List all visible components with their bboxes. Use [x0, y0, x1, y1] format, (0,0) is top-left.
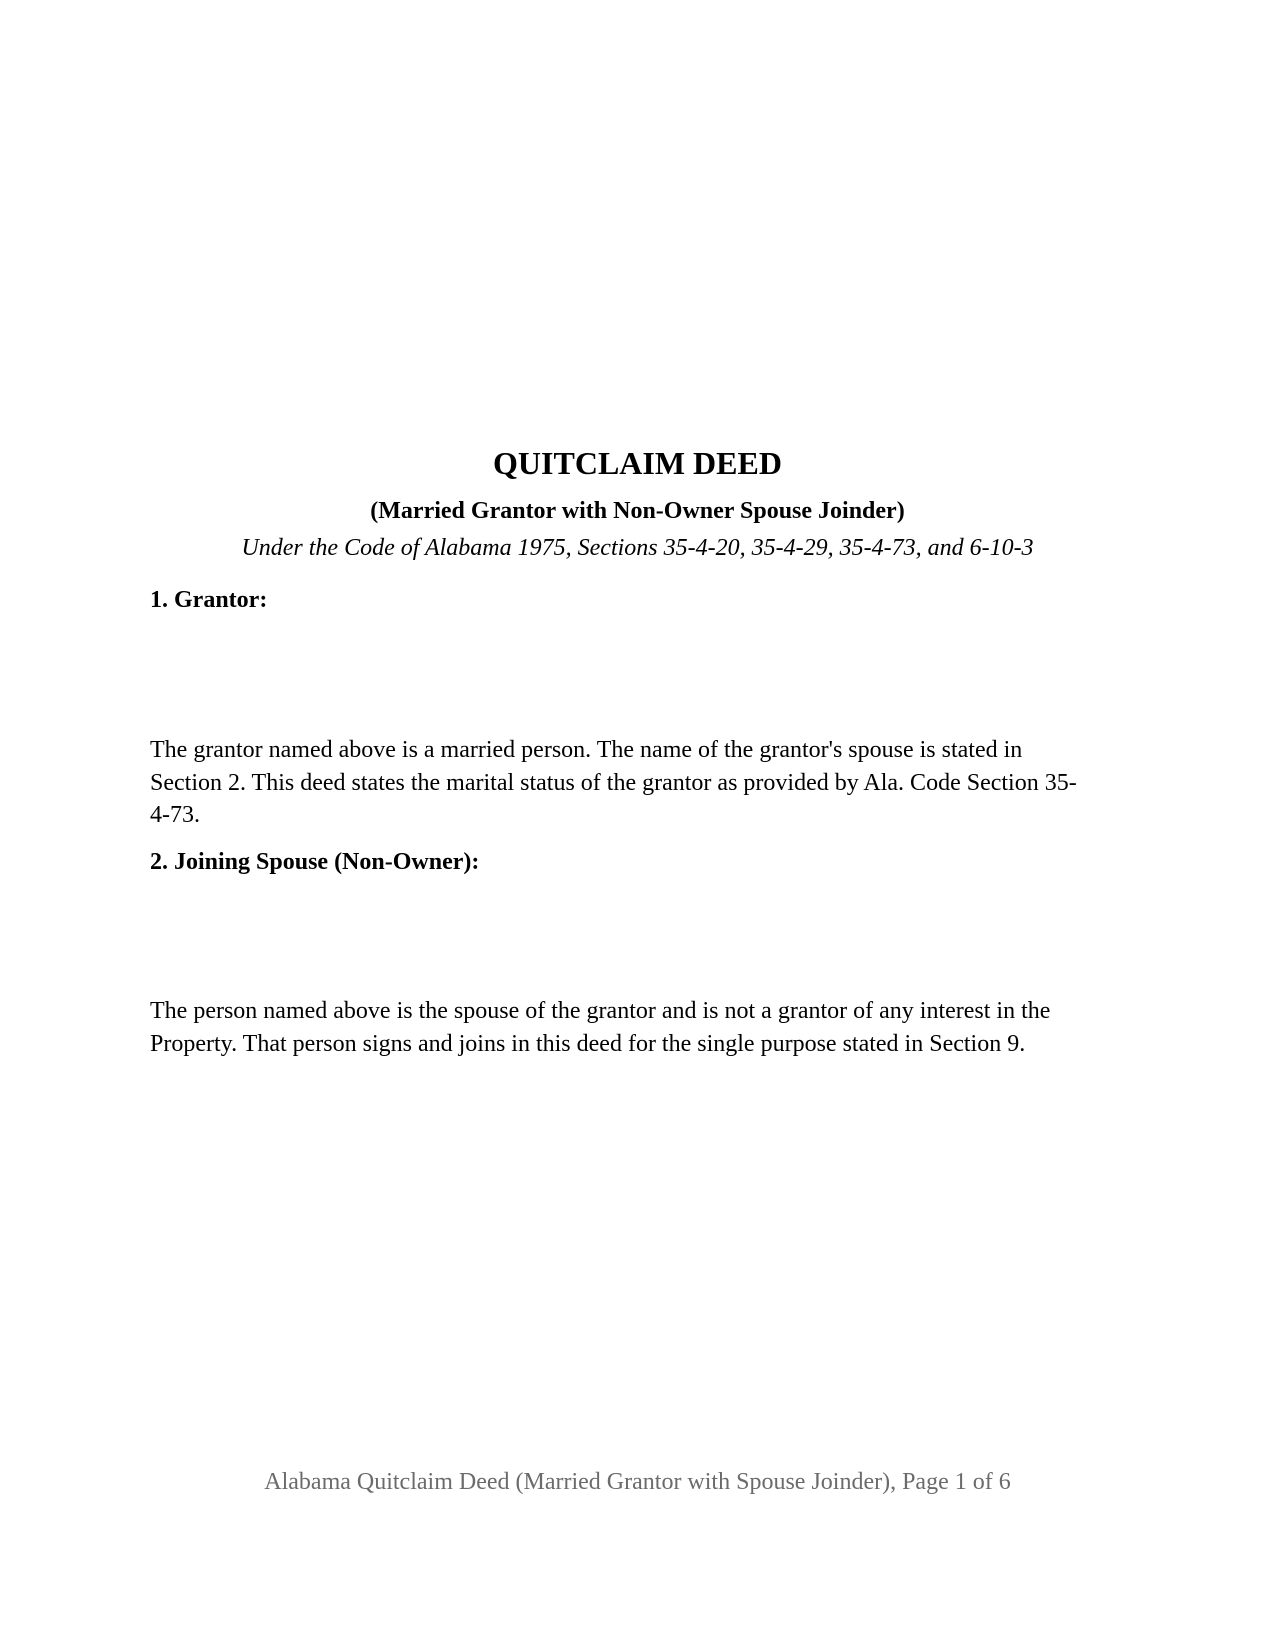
statutory-authority: Under the Code of Alabama 1975, Sections 35-4-20, 35-4-29, 35-4-73, and 6-10-3 — [241, 535, 1034, 561]
section-heading-grantor: 1. Grantor: — [150, 587, 268, 613]
section-paragraph-grantor: The grantor named above is a married person. The name of the grantor's spouse is stated in Section 2. This deed states the marital status of the grantor as provided by Ala. Code Section 35-4-73. — [150, 737, 1077, 828]
section-paragraph-joining-spouse: The person named above is the spouse of the grantor and is not a grantor of any interest in the Property. That person signs and joins in this deed for the single purpose stated in Section 9. — [150, 998, 1051, 1057]
section-heading-joining-spouse: 2. Joining Spouse (Non-Owner): — [150, 849, 480, 875]
document-subtitle: (Married Grantor with Non-Owner Spouse Joinder) — [370, 498, 905, 524]
page-footer: Alabama Quitclaim Deed (Married Grantor with Spouse Joinder), Page 1 of 6 — [264, 1469, 1011, 1495]
document-title: QUITCLAIM DEED — [493, 445, 782, 481]
